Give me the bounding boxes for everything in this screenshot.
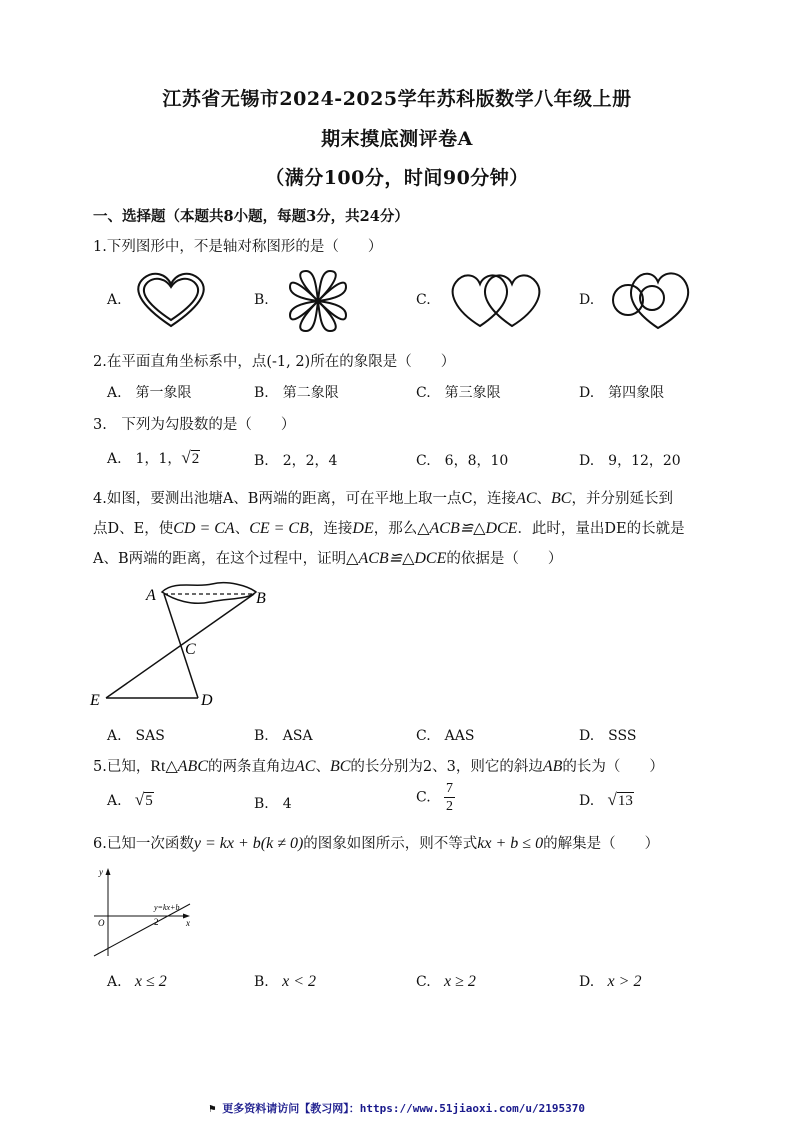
q6-option-d-expr: x > 2 — [607, 973, 642, 990]
q6-label-two: 2 — [154, 917, 159, 927]
q6-label-x: x — [186, 918, 190, 928]
q1-option-d-label: D. — [579, 292, 595, 308]
footer-text[interactable]: 更多资料请访问【教习网】：https://www.51jiaoxi.com/u/2195370 — [222, 1102, 585, 1115]
q2-option-c: C. 第三象限 — [416, 385, 501, 401]
q5-option-d — [579, 790, 634, 810]
q6-y-axis-arrow-icon — [106, 868, 111, 875]
q3-stem: 3. 下列为勾股数的是（ ） — [93, 417, 296, 433]
q5-option-d-sqrt: √13 — [607, 790, 633, 809]
q5-option-a-radicand: 5 — [145, 793, 153, 809]
q5-option-c — [416, 780, 455, 815]
q4-pond-outline — [162, 583, 256, 604]
q4-equation-ce-cb: CE = CB — [249, 520, 309, 537]
q4-line-2-text-b: 、 — [234, 521, 250, 537]
q2-option-b: B. 第二象限 — [254, 385, 339, 401]
q6-stem-text-c: 的解集是（ ） — [543, 836, 660, 852]
q5-option-c-label: C. — [416, 789, 431, 806]
q4-label-a: A — [146, 587, 156, 604]
q5-option-a — [107, 790, 154, 810]
q2-option-a: A. 第一象限 — [107, 385, 192, 401]
q6-stem-text-a: 6.已知一次函数 — [93, 836, 194, 852]
q4-equation-cd-ca: CD = CA — [173, 520, 235, 537]
q3-option-d: D. 9，12，20 — [579, 453, 681, 469]
q4-segment-bc: BC — [551, 490, 572, 507]
q5-option-c-numerator: 7 — [446, 781, 454, 796]
q1-figure-d-heart-circle-icon — [608, 266, 694, 332]
q6-stem — [93, 832, 659, 853]
q1-option-c-label: C. — [416, 292, 431, 308]
q6-option-c-label: C. — [416, 974, 431, 990]
q5-option-b: B. 4 — [254, 796, 292, 812]
q5-stem-text-c: 、 — [315, 759, 330, 775]
q5-segment-bc: BC — [329, 758, 351, 775]
q4-label-d: D — [201, 692, 213, 709]
q6-function: y = kx + b — [193, 835, 261, 852]
q5-segment-ac: AC — [294, 758, 316, 775]
section-heading: 一、选择题（本题共8小题，每题3分，共24分） — [93, 208, 409, 225]
q1-option-a-label: A. — [107, 292, 122, 308]
footer-link[interactable] — [0, 1100, 794, 1116]
q3-option-c: C. 6，8，10 — [416, 453, 509, 469]
q4-pond-figure — [88, 578, 288, 710]
q6-option-b-expr: x < 2 — [282, 973, 317, 990]
q1-stem: 1.下列图形中，不是轴对称图形的是（ ） — [93, 239, 383, 255]
exam-score-time: （满分100分，时间90分钟） — [265, 167, 529, 189]
q4-label-b: B — [256, 590, 266, 607]
q4-option-b: B. ASA — [254, 728, 313, 744]
exam-title: 江苏省无锡市2024-2025学年苏科版数学八年级上册 — [162, 88, 632, 110]
q4-line-1 — [93, 487, 673, 508]
q2-stem: 2.在平面直角坐标系中，点(-1, 2)所在的象限是（ ） — [93, 354, 456, 370]
q4-option-d: D. SSS — [579, 728, 637, 744]
q6-option-c — [416, 973, 476, 991]
q5-option-c-fraction — [444, 780, 455, 815]
q5-option-d-label: D. — [579, 793, 595, 809]
q6-option-a-expr: x ≤ 2 — [134, 973, 167, 990]
q4-line-2-text-e: ．此时，量出DE的长就是 — [517, 521, 685, 537]
q4-line-2-text-c: ，连接 — [308, 521, 353, 537]
q4-line-3-text-a: A、B两端的距离，在这个过程中，证明 — [93, 551, 347, 567]
q4-line-3 — [93, 547, 562, 568]
q4-line-1-text-b: 、 — [536, 491, 552, 507]
q3-option-a-sqrt: √2 — [181, 448, 200, 467]
q4-label-c: C — [185, 641, 196, 658]
q4-line-1-text-c: ，并分别延长到 — [571, 491, 673, 507]
q4-line-3-text-b: 的依据是（ ） — [446, 551, 563, 567]
q5-stem-text-d: 的长分别为2、3，则它的斜边 — [350, 759, 543, 775]
q4-label-e: E — [90, 692, 100, 709]
q5-option-a-label: A. — [107, 793, 122, 809]
q6-inequality: kx + b ≤ 0 — [477, 835, 544, 852]
q4-congruence-2: △ACB≌△DCE — [346, 550, 447, 567]
q4-line-2-text-a: 点D、E，使 — [93, 521, 174, 537]
q1-figure-b-knot-icon — [282, 265, 354, 337]
q4-line-2 — [93, 517, 685, 538]
q1-figure-a-heart-icon — [130, 268, 212, 332]
q3-option-a-text: A. 1，1， — [107, 451, 182, 467]
q6-label-origin: O — [98, 918, 105, 928]
q4-segment-de: DE — [352, 520, 374, 537]
q5-stem-text-b: 的两条直角边 — [207, 759, 295, 775]
q5-stem-text-a: 5.已知， — [93, 759, 151, 775]
q5-segment-ab: AB — [542, 758, 563, 775]
q5-stem-text-e: 的长为（ ） — [562, 759, 664, 775]
q6-label-y: y — [99, 867, 103, 877]
flag-icon: ⚑ — [209, 1102, 216, 1115]
q4-line-1-text-a: 4.如图，要测出池塘A、B两端的距离，可在平地上取一点C，连接 — [93, 491, 517, 507]
q6-option-a-label: A. — [107, 974, 122, 990]
q6-option-b — [254, 973, 316, 991]
q1-figure-c-double-heart-icon — [446, 270, 546, 330]
q6-option-d — [579, 973, 641, 991]
q1-option-b-label: B. — [254, 292, 269, 308]
q6-label-function: y=kx+b — [154, 903, 180, 912]
q4-line-2-text-d: ，那么 — [373, 521, 418, 537]
q5-option-a-sqrt: √5 — [134, 790, 153, 809]
q5-option-c-denominator: 2 — [446, 799, 454, 814]
q4-option-a: A. SAS — [107, 728, 165, 744]
q6-option-b-label: B. — [254, 974, 269, 990]
q5-option-d-radicand: 13 — [617, 793, 633, 809]
q4-segment-ac: AC — [516, 490, 537, 507]
q5-stem — [93, 755, 664, 776]
q4-option-c: C. AAS — [416, 728, 475, 744]
q6-condition: (k ≠ 0) — [260, 835, 304, 852]
q3-option-a — [107, 448, 200, 468]
q4-congruence: △ACB≌△DCE — [417, 520, 518, 537]
exam-subtitle: 期末摸底测评卷A — [321, 128, 473, 150]
q2-option-d: D. 第四象限 — [579, 385, 665, 401]
q6-option-a — [107, 973, 167, 991]
q3-option-a-radicand: 2 — [191, 451, 200, 467]
q5-rt-symbol: Rt△ — [150, 758, 178, 775]
q5-triangle-abc: ABC — [177, 758, 208, 775]
q3-option-b: B. 2，2，4 — [254, 453, 338, 469]
q6-function-graph — [90, 866, 200, 962]
q6-option-d-label: D. — [579, 974, 595, 990]
q4-line-be — [106, 594, 254, 698]
q6-option-c-expr: x ≥ 2 — [444, 973, 476, 990]
q6-stem-text-b: 的图象如图所示，则不等式 — [303, 836, 478, 852]
